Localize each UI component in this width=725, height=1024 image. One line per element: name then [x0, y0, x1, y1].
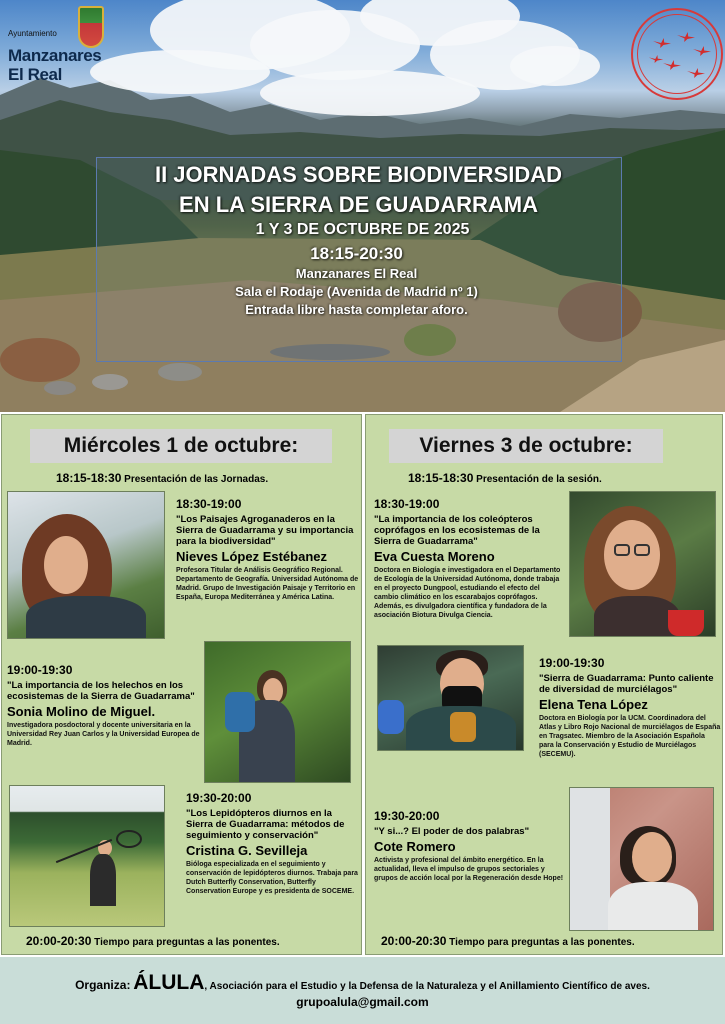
talk-speaker-bio: Activista y profesional del ámbito energético. En la actualidad, lleva el impulso de grupos sectoriales y grupos de acción local por la Regeneración desde Hope!: [374, 857, 564, 882]
organizer-line: [0, 971, 725, 995]
speaker-photo-cristina: [9, 785, 165, 927]
day2-opening-text: Presentación de la sesión.: [476, 474, 602, 485]
talk-speaker-bio: Investigadora posdoctoral y docente universitaria en la Universidad Rey Juan Carlos y la Universidad Europea de Madrid.: [7, 722, 200, 747]
talk-time: 19:00-19:30: [7, 663, 73, 677]
day1-heading: Miércoles 1 de octubre:: [30, 429, 332, 463]
day1-opening-text: Presentación de las Jornadas.: [124, 474, 269, 485]
speaker-photo-nieves: [7, 491, 165, 639]
talk-speaker: Eva Cuesta Moreno: [374, 549, 495, 564]
day1-closing-time: 20:00-20:30: [26, 934, 92, 948]
town-hall-logo: [4, 2, 112, 88]
event-entry-note: Entrada libre hasta completar aforo.: [245, 302, 468, 317]
talk-title: "Y si...? El poder de dos palabras": [374, 826, 530, 837]
event-dates: 1 Y 3 DE OCTUBRE DE 2025: [255, 221, 470, 238]
organiza-label: Organiza:: [75, 978, 131, 992]
event-venue: Sala el Rodaje (Avenida de Madrid nº 1): [235, 284, 478, 299]
talk-speaker: Sonia Molino de Miguel.: [7, 704, 156, 719]
talk-time: 19:30-20:00: [374, 809, 440, 823]
event-title-line2: EN LA SIERRA DE GUADARRAMA: [179, 192, 538, 217]
talk-time: 18:30-19:00: [374, 497, 440, 511]
program-section: [0, 412, 725, 957]
alula-birds-logo-icon: [631, 8, 723, 100]
talk-day1-2: [7, 663, 203, 748]
talk-speaker-bio: Bióloga especializada en el seguimiento y conservación de lepidópteros diurnos. Trabaja para Dutch Butterfly Conservation, Butterfly Conservation Europe y es presidenta de SOCEME.: [186, 861, 358, 895]
talk-speaker: Cristina G. Sevilleja: [186, 843, 308, 858]
organizer-description: , Asociación para el Estudio y la Defensa de la Naturaleza y el Anillamiento Científico de aves.: [204, 981, 650, 992]
talk-time: 19:00-19:30: [539, 656, 605, 670]
day2-heading: Viernes 3 de octubre:: [389, 429, 663, 463]
hero-landscape-photo: [0, 0, 725, 412]
day1-opening: [56, 471, 268, 485]
speaker-photo-eva: [569, 491, 716, 637]
talk-title: "La importancia de los helechos en los ecosistemas de la Sierra de Guadarrama": [7, 680, 195, 702]
day2-closing: [381, 934, 635, 948]
talk-speaker: Nieves López Estébanez: [176, 549, 327, 564]
organizer-name: ÁLULA: [133, 971, 205, 994]
talk-speaker: Cote Romero: [374, 839, 456, 854]
event-title-line1: II JORNADAS SOBRE BIODIVERSIDAD: [154, 162, 563, 187]
coat-of-arms-icon: [78, 6, 104, 48]
day1-closing: [26, 934, 280, 948]
talk-day2-1: [374, 497, 564, 620]
speaker-photo-sonia: [204, 641, 351, 783]
day1-opening-time: 18:15-18:30: [56, 471, 122, 485]
day2-panel: [365, 414, 723, 955]
day1-closing-text: Tiempo para preguntas a las ponentes.: [94, 937, 280, 948]
talk-title: "La importancia de los coleópteros coprófagos en los ecosistemas de la Sierra de Guadarrama": [374, 514, 540, 547]
talk-speaker: Elena Tena López: [539, 697, 648, 712]
organizer-email: grupoalula@gmail.com: [296, 995, 429, 1009]
town-logo-name-line1: Manzanares: [8, 46, 102, 65]
talk-speaker-bio: Doctora en Biología e investigadora en el Departamento de Ecología de la Universidad Autónoma, donde trabaja en el proyecto Dungpool, estudiando el efecto del cambio climático en los escarabajos coprófagos. Además, es divulgadora científica y fundadora de la asociación Biotura Divulga Ciencia.: [374, 567, 561, 619]
day2-opening: [408, 471, 602, 485]
talk-day1-1: [176, 497, 360, 602]
talk-speaker-bio: Doctora en Biología por la UCM. Coordinadora del Atlas y Libro Rojo Nacional de murciélagos de España en Tragsatec. Miembro de la Asociación Española para la Conservación y Estudio de Murciélagos (SECEMU).: [539, 715, 721, 758]
speaker-photo-cote: [569, 787, 714, 931]
talk-speaker-bio: Profesora Titular de Análisis Geográfico Regional. Departamento de Geografía. Universidad Autónoma de Madrid. Grupo de Investigación Paisaje y Territorio en España, Europa Mediterránea y América Latina.: [176, 567, 359, 601]
talk-title: "Los Paisajes Agroganaderos en la Sierra de Guadarrama y su importancia para la biodiversidad": [176, 514, 354, 547]
day1-panel: [1, 414, 362, 955]
town-logo-small-text: Ayuntamiento: [8, 29, 57, 38]
talk-time: 19:30-20:00: [186, 791, 252, 805]
talk-title: "Sierra de Guadarrama: Punto caliente de diversidad de murciélagos": [539, 673, 714, 695]
town-logo-name-line2: El Real: [8, 65, 62, 84]
event-time: 18:15-20:30: [310, 244, 403, 263]
talk-time: 18:30-19:00: [176, 497, 242, 511]
day2-opening-time: 18:15-18:30: [408, 471, 474, 485]
talk-day2-3: [374, 809, 564, 883]
town-logo-name: [8, 46, 101, 84]
event-town: Manzanares El Real: [295, 266, 418, 281]
day2-closing-time: 20:00-20:30: [381, 934, 447, 948]
organizer-footer: [0, 957, 725, 1024]
day2-closing-text: Tiempo para preguntas a las ponentes.: [449, 937, 635, 948]
talk-title: "Los Lepidópteros diurnos en la Sierra de Guadarrama: métodos de seguimiento y conservación": [186, 808, 345, 841]
speaker-photo-elena: [377, 645, 524, 751]
talk-day1-3: [186, 791, 358, 896]
talk-day2-2: [539, 656, 721, 759]
